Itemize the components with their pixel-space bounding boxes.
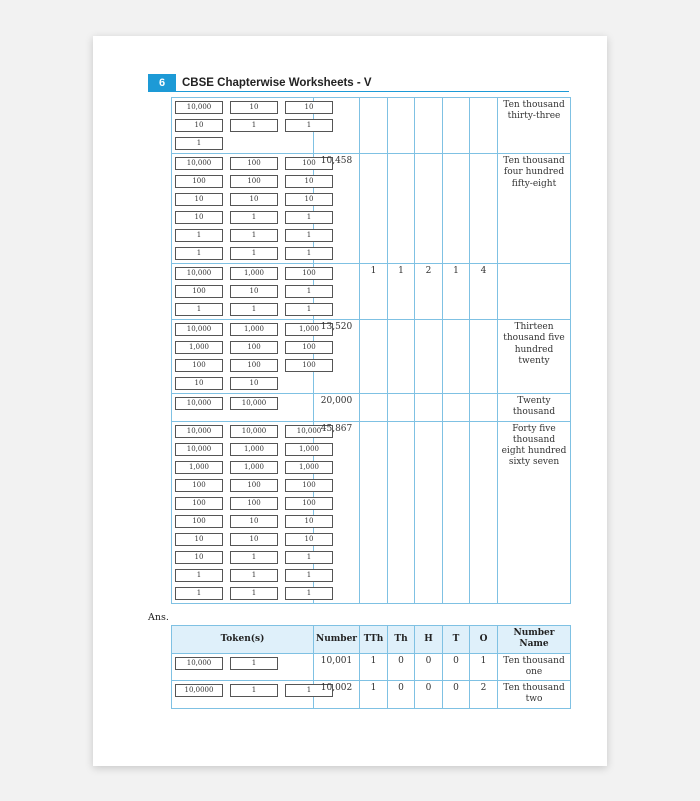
o-cell: 1 <box>470 653 498 681</box>
token-card: 10,000 <box>285 425 333 438</box>
token-card: 10 <box>230 377 278 390</box>
token-card: 100 <box>230 497 278 510</box>
th-cell <box>388 320 415 394</box>
t-cell <box>443 421 470 603</box>
header-number-name: Number Name <box>498 626 571 654</box>
token-card: 1 <box>285 119 333 132</box>
number-cell: 45,867 <box>314 421 360 603</box>
token-card: 100 <box>175 515 223 528</box>
token-card: 1 <box>175 569 223 582</box>
t-cell: 0 <box>443 681 470 709</box>
token-card: 10 <box>230 533 278 546</box>
tth-cell <box>360 154 388 264</box>
token-card: 10,000 <box>230 397 278 410</box>
token-grid <box>175 684 313 697</box>
token-card: 1,000 <box>230 323 278 336</box>
token-grid <box>175 323 320 390</box>
token-card: 1 <box>175 247 223 260</box>
number-cell: 13,520 <box>314 320 360 394</box>
number-name-cell: Ten thousand thirty-three <box>498 98 571 154</box>
token-card: 1 <box>230 303 278 316</box>
table-row <box>172 653 571 681</box>
number-name-cell: Ten thousand one <box>498 653 571 681</box>
token-card: 10 <box>175 119 223 132</box>
t-cell <box>443 320 470 394</box>
token-card: 10 <box>230 285 278 298</box>
token-grid <box>175 425 322 600</box>
number-name-cell: Ten thousand four hundred fifty-eight <box>498 154 571 264</box>
token-card: 10 <box>175 551 223 564</box>
token-grid <box>175 267 316 316</box>
token-card: 1 <box>285 229 333 242</box>
tokens-cell <box>172 154 314 264</box>
token-card: 1,000 <box>175 341 223 354</box>
tokens-cell <box>172 98 314 154</box>
number-cell: 10,458 <box>314 154 360 264</box>
answer-table <box>171 625 571 709</box>
answer-header-row <box>172 626 571 654</box>
token-card: 1 <box>230 211 278 224</box>
o-cell <box>470 421 498 603</box>
page-number: 6 <box>148 74 176 92</box>
h-cell: 0 <box>415 653 443 681</box>
token-grid <box>175 101 313 150</box>
token-card: 10 <box>230 101 278 114</box>
t-cell <box>443 154 470 264</box>
header-tokens: Token(s) <box>172 626 314 654</box>
token-card: 10,0000 <box>175 684 223 697</box>
token-card: 1 <box>285 211 333 224</box>
token-card: 10,000 <box>175 397 223 410</box>
token-card: 1 <box>285 551 333 564</box>
page-title: CBSE Chapterwise Worksheets - V <box>182 77 372 89</box>
token-card: 1 <box>175 137 223 150</box>
number-name-cell: Forty five thousand eight hundred sixty seven <box>498 421 571 603</box>
th-cell <box>388 154 415 264</box>
th-cell <box>388 98 415 154</box>
token-card: 100 <box>230 359 278 372</box>
token-card: 1 <box>285 587 333 600</box>
tokens-cell <box>172 320 320 394</box>
number-cell: 10,002 <box>314 681 360 709</box>
tokens-cell <box>172 421 322 603</box>
tokens-cell <box>172 653 314 681</box>
token-card: 1,000 <box>175 461 223 474</box>
header-rule <box>176 91 569 92</box>
o-cell <box>470 394 498 422</box>
o-cell: 2 <box>470 681 498 709</box>
h-cell: 0 <box>415 681 443 709</box>
t-cell <box>443 394 470 422</box>
token-card: 10 <box>230 193 278 206</box>
h-cell <box>415 154 443 264</box>
token-card: 1 <box>230 587 278 600</box>
token-card: 1 <box>230 247 278 260</box>
table-row <box>172 154 571 264</box>
token-card: 10 <box>175 533 223 546</box>
token-card: 1,000 <box>230 443 278 456</box>
o-cell: 4 <box>470 264 498 320</box>
token-card: 1 <box>230 551 278 564</box>
number-name-cell: Twenty thousand <box>498 394 571 422</box>
token-card: 10,000 <box>175 101 223 114</box>
token-card: 1 <box>285 285 333 298</box>
o-cell <box>470 320 498 394</box>
token-card: 10,000 <box>175 443 223 456</box>
token-card: 1 <box>230 229 278 242</box>
token-card: 1 <box>230 569 278 582</box>
token-card: 1 <box>175 303 223 316</box>
token-card: 1,000 <box>230 267 278 280</box>
table-row <box>172 394 571 422</box>
place-value-table <box>171 97 571 604</box>
h-cell <box>415 98 443 154</box>
token-card: 100 <box>285 497 333 510</box>
h-cell <box>415 394 443 422</box>
token-card: 1 <box>285 684 333 697</box>
header-number: Number <box>314 626 360 654</box>
token-card: 10 <box>285 515 333 528</box>
token-card: 100 <box>175 497 223 510</box>
token-card: 10,000 <box>175 657 223 670</box>
tth-cell <box>360 421 388 603</box>
header-th: Th <box>388 626 415 654</box>
token-card: 100 <box>175 479 223 492</box>
table-row <box>172 98 571 154</box>
header-o: O <box>470 626 498 654</box>
header-t: T <box>443 626 470 654</box>
header-h: H <box>415 626 443 654</box>
token-card: 10,000 <box>175 267 223 280</box>
tth-cell: 1 <box>360 681 388 709</box>
number-name-cell <box>498 264 571 320</box>
o-cell <box>470 98 498 154</box>
tth-cell: 1 <box>360 264 388 320</box>
table-row <box>172 264 571 320</box>
tth-cell <box>360 98 388 154</box>
t-cell: 1 <box>443 264 470 320</box>
token-card: 10 <box>175 377 223 390</box>
token-card: 1 <box>285 569 333 582</box>
t-cell: 0 <box>443 653 470 681</box>
token-card: 10 <box>285 533 333 546</box>
token-card: 10 <box>175 193 223 206</box>
page-header <box>148 74 372 92</box>
token-card: 100 <box>230 175 278 188</box>
token-card: 100 <box>285 359 333 372</box>
th-cell: 1 <box>388 264 415 320</box>
header-tth: TTh <box>360 626 388 654</box>
token-card: 10,000 <box>230 425 278 438</box>
token-grid <box>175 657 313 670</box>
table-row <box>172 421 571 603</box>
token-card: 1 <box>285 247 333 260</box>
number-name-cell: Thirteen thousand five hundred twenty <box>498 320 571 394</box>
tth-cell <box>360 394 388 422</box>
tokens-cell <box>172 264 314 320</box>
token-card: 10,000 <box>175 157 223 170</box>
token-card: 100 <box>175 285 223 298</box>
number-cell: 20,000 <box>314 394 360 422</box>
tokens-cell <box>172 394 314 422</box>
token-card: 1 <box>175 587 223 600</box>
token-card: 10,000 <box>175 323 223 336</box>
table-row <box>172 681 571 709</box>
token-card: 1 <box>230 684 278 697</box>
token-card: 10,000 <box>175 425 223 438</box>
token-card: 100 <box>175 359 223 372</box>
th-cell <box>388 394 415 422</box>
th-cell: 0 <box>388 681 415 709</box>
table-row <box>172 320 571 394</box>
token-card: 10 <box>285 101 333 114</box>
t-cell <box>443 98 470 154</box>
tth-cell: 1 <box>360 653 388 681</box>
token-card: 1 <box>230 119 278 132</box>
answer-label: Ans. <box>148 612 169 623</box>
token-card: 100 <box>285 341 333 354</box>
token-card: 100 <box>230 157 278 170</box>
th-cell <box>388 421 415 603</box>
token-card: 10 <box>175 211 223 224</box>
token-card: 100 <box>285 479 333 492</box>
o-cell <box>470 154 498 264</box>
h-cell <box>415 421 443 603</box>
token-card: 1,000 <box>285 461 333 474</box>
token-card: 1 <box>175 229 223 242</box>
token-card: 10 <box>230 515 278 528</box>
tokens-cell <box>172 681 314 709</box>
number-name-cell: Ten thousand two <box>498 681 571 709</box>
th-cell: 0 <box>388 653 415 681</box>
token-card: 1,000 <box>230 461 278 474</box>
token-card: 10 <box>285 193 333 206</box>
h-cell <box>415 320 443 394</box>
token-card: 100 <box>175 175 223 188</box>
token-card: 100 <box>285 157 333 170</box>
h-cell: 2 <box>415 264 443 320</box>
token-card: 100 <box>230 479 278 492</box>
token-grid <box>175 397 313 410</box>
token-card: 10 <box>285 175 333 188</box>
token-card: 1,000 <box>285 443 333 456</box>
tth-cell <box>360 320 388 394</box>
number-cell: 10,001 <box>314 653 360 681</box>
token-card: 100 <box>285 267 333 280</box>
token-card: 100 <box>230 341 278 354</box>
token-card: 1 <box>230 657 278 670</box>
token-grid <box>175 157 316 260</box>
token-card: 1 <box>285 303 333 316</box>
token-card: 1,000 <box>285 323 333 336</box>
